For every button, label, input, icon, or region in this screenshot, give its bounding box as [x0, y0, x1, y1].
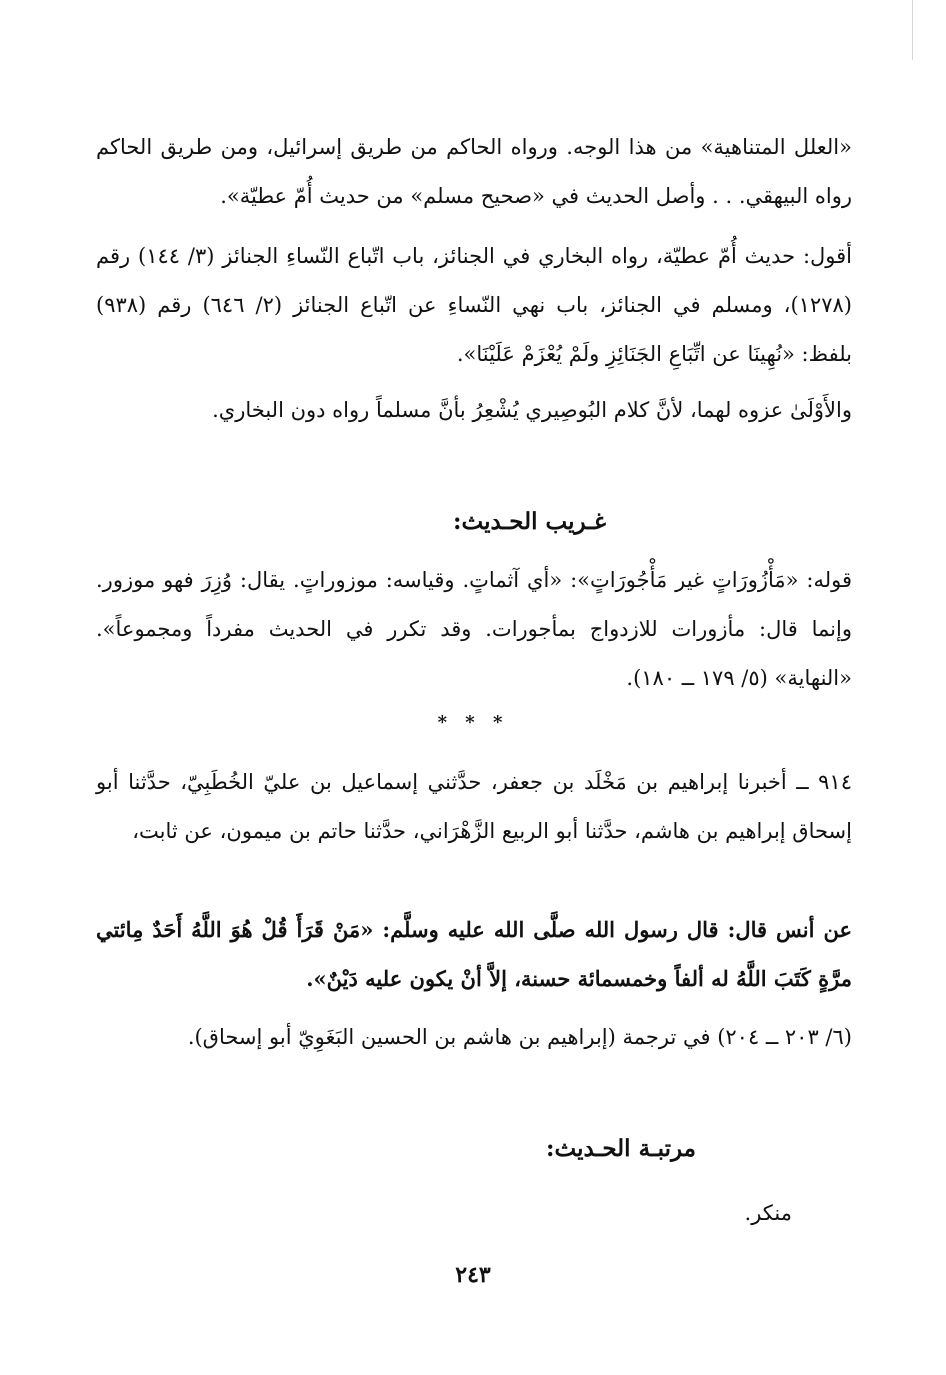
paragraph-tarjama-reference: (٦/ ٢٠٣ ــ ٢٠٤) في ترجمة (إبراهيم بن هاشم بن الحسين البَغَوِيّ أبو إسحاق).	[187, 1025, 852, 1049]
page-number: ٢٤٣	[455, 1262, 491, 1288]
paragraph-gharib-explanation: قوله: «مَأْزُورَاتٍ غير مَأْجُورَاتٍ»: «أي آثماتٍ. وقياسه: موزوراتٍ. يقال: وُزِرَ فهو موزور. وإنما قال: مأزورات للازدواج بمأجورات. وقد تكرر في الحديث مفرداً ومجموعاً». «النهاية» (٥/ ١٧٩ ــ ١٨٠).	[96, 568, 852, 690]
section-separator: * * *	[437, 712, 509, 733]
paragraph-aqul: أقول: حديث أُمّ عطيّة، رواه البخاري في الجنائز، باب اتّباع النّساءِ الجنائز (٣/ ١٤٤) رقم (١٢٧٨)، ومسلم في الجنائز، باب نهي النّساءِ عن اتّباع الجنائز (٢/ ٦٤٦) رقم (٩٣٨) بلفظ: «نُهِينَا عن اتِّبَاعِ الجَنَائِزِ ولَمْ يُعْزَمْ عَلَيْنَا».	[96, 244, 852, 366]
paragraph-hadith-914-isnad: ٩١٤ ــ أخبرنا إبراهيم بن مَخْلَد بن جعفر، حدَّثني إسماعيل بن عليّ الخُطَبِيّ، حدَّثنا أبو إسحاق إبراهيم بن هاشم، حدَّثنا أبو الربيع الزَّهْرَاني، حدَّثنا حاتم بن ميمون، عن ثابت،	[96, 770, 852, 843]
scan-edge-line	[912, 0, 913, 60]
heading-martabat-al-hadith: مرتبـة الحـديث:	[546, 1135, 696, 1162]
paragraph-verdict: منكر.	[744, 1201, 792, 1225]
heading-gharib-al-hadith: غـريب الحـديث:	[453, 508, 606, 535]
paragraph-hadith-914-matn: عن أنس قال: قال رسول الله صلَّى الله عليه وسلَّم: «مَنْ قَرَأَ قُلْ هُوَ اللَّهُ أَحَدٌ مِائتي مرَّةٍ كَتَبَ اللَّهُ له ألفاً وخمسمائة حسنة، إلاَّ أنْ يكون عليه دَيْنٌ».	[96, 917, 852, 991]
paragraph-awla: والأَوْلَىٰ عزوه لهما، لأنَّ كلام البُوصِيري يُشْعِرُ بأنَّ مسلماً رواه دون البخاري.	[212, 398, 852, 422]
paragraph-citation-continuation: «العلل المتناهية» من هذا الوجه. ورواه الحاكم من طريق إسرائيل، ومن طريق الحاكم رواه البيهقي. . . وأصل الحديث في «صحيح مسلم» من حديث أُمّ عطيّة».	[96, 135, 852, 208]
